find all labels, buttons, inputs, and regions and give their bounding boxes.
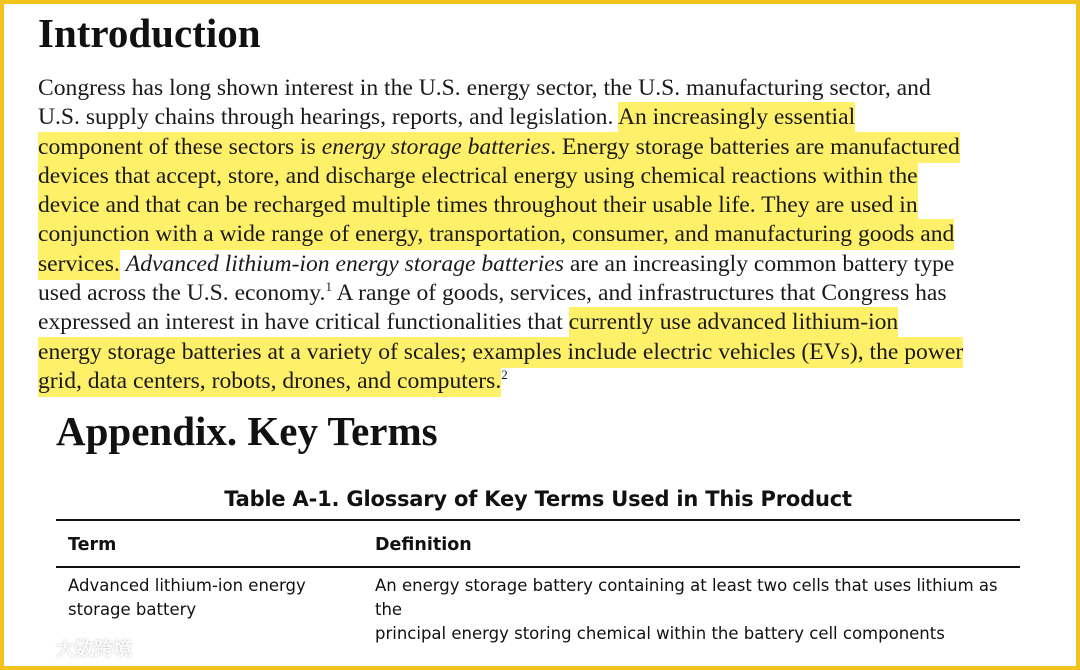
footnote-1[interactable]: 1 [325, 279, 332, 295]
paragraph-line [38, 308, 1038, 337]
highlighted-text: energy storage batteries at a variety of scales; examples include electric vehicles (EVs), the power [38, 337, 963, 368]
highlighted-text: An increasingly essential [618, 102, 855, 133]
term-line: Advanced lithium-ion energy [68, 576, 306, 595]
text-run: . Energy storage batteries are manufactured [550, 133, 960, 160]
text-run: A range of goods, services, and infrastructures that Congress has [331, 280, 947, 307]
term-line: storage battery [68, 600, 197, 619]
italic-term: energy storage batteries [321, 133, 551, 160]
highlighted-text: currently use advanced lithium-ion [569, 307, 899, 338]
text-run: expressed an interest in have critical functionalities that [38, 309, 569, 336]
text-run: component of these sectors is [38, 133, 322, 160]
paragraph-line [38, 250, 1038, 279]
watermark [10, 634, 132, 661]
introduction-paragraph [38, 74, 1038, 396]
text-run: Congress has long shown interest in the U.S. energy sector, the U.S. manufacturing sector, and [38, 75, 931, 101]
highlighted-text [38, 132, 960, 163]
table-caption: Table A-1. Glossary of Key Terms Used in This Product [224, 487, 852, 511]
text-run: used across the U.S. economy. [38, 280, 326, 307]
paragraph-line [38, 103, 1038, 132]
text-run: are an increasingly common battery type [563, 250, 955, 277]
highlighted-text: devices that accept, store, and discharge electrical energy using chemical reactions within the [38, 161, 918, 192]
highlighted-text: grid, data centers, robots, drones, and computers. [38, 366, 501, 397]
definition-cell [363, 567, 1020, 646]
text-run: U.S. supply chains through hearings, reports, and legislation. [38, 104, 614, 131]
watermark-text: 大数跨境 [56, 638, 133, 660]
highlighted-text: device and that can be recharged multiple times throughout their usable life. They are used in [38, 190, 918, 221]
definition-line: principal energy storing chemical within the battery cell components [375, 624, 945, 643]
paragraph-line [38, 338, 1038, 367]
table-row [56, 567, 1020, 646]
footnote-2[interactable]: 2 [501, 366, 508, 382]
column-header-definition: Definition [375, 535, 472, 555]
watermark-logo-icon [10, 635, 52, 661]
highlighted-text: conjunction with a wide range of energy, transportation, consumer, and manufacturing goods and [38, 219, 954, 250]
paragraph-line [38, 74, 1038, 103]
italic-term: Advanced lithium-ion energy storage batteries [125, 250, 564, 277]
paragraph-line [38, 162, 1038, 191]
introduction-heading: Introduction [38, 10, 261, 56]
paragraph-line [38, 133, 1038, 162]
column-header-term: Term [68, 535, 117, 555]
appendix-heading: Appendix. Key Terms [56, 408, 438, 454]
highlighted-text: services. [38, 249, 120, 280]
paragraph-line [38, 279, 1038, 308]
definition-line: An energy storage battery containing at least two cells that uses lithium as the [375, 576, 998, 619]
paragraph-line [38, 191, 1038, 220]
table-header-row [56, 520, 1020, 567]
paragraph-line [38, 220, 1038, 249]
paragraph-line [38, 367, 1038, 396]
glossary-table [56, 519, 1020, 646]
